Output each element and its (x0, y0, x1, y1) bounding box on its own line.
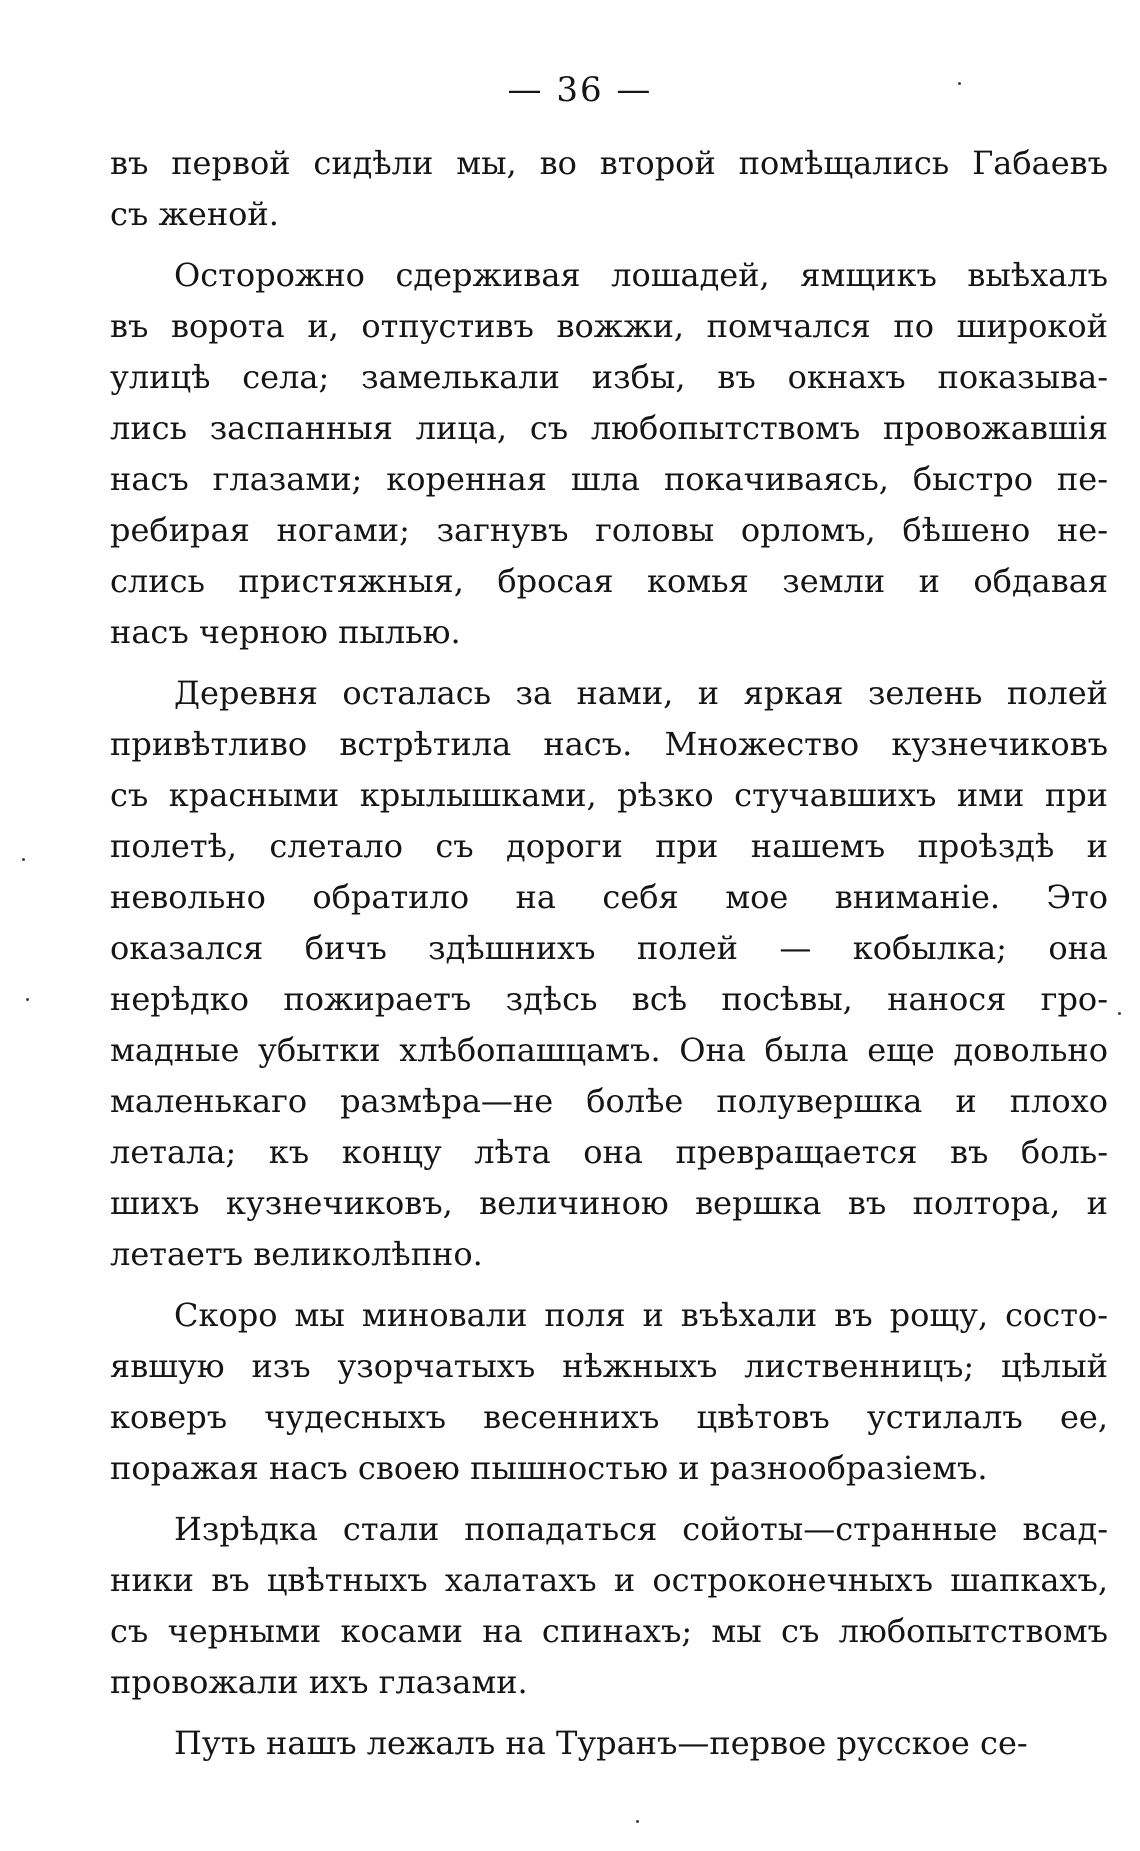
paragraph (110, 1290, 1108, 1494)
page-text (110, 138, 1108, 1769)
text-line: полетѣ, слетало съ дороги при нашемъ проѣздѣ и (110, 827, 1108, 865)
text-line: Изрѣдка стали попадаться сойоты—странные всад- (174, 1510, 1108, 1548)
paragraph (110, 1718, 1108, 1769)
print-speck (22, 858, 25, 861)
text-line: Деревня осталась за нами, и яркая зелень полей (174, 674, 1108, 712)
text-line: слись пристяжныя, бросая комья земли и обдавая (110, 562, 1108, 600)
text-line: провожали ихъ глазами. (110, 1663, 528, 1701)
text-line: явшую изъ узорчатыхъ нѣжныхъ лиственницъ; цѣлый (110, 1347, 1108, 1385)
text-line: летаетъ великолѣпно. (110, 1235, 483, 1273)
text-line: Скоро мы миновали поля и въѣхали въ рощу, состо- (174, 1296, 1108, 1334)
paragraph-gap (110, 240, 1108, 250)
text-line: летала; къ концу лѣта она превращается въ боль- (110, 1133, 1108, 1171)
paragraph (110, 1504, 1108, 1708)
print-speck (1118, 1012, 1121, 1015)
paragraph-gap (110, 1708, 1108, 1718)
text-line: въ ворота и, отпустивъ вожжи, помчался по широкой (110, 307, 1108, 345)
paragraph (110, 250, 1108, 658)
page-number: — 36 — (507, 70, 653, 110)
text-line: лись заспанныя лица, съ любопытствомъ провожавшія (110, 409, 1108, 447)
paragraph-gap (110, 658, 1108, 668)
text-line: Путь нашъ лежалъ на Туранъ—первое русское се- (174, 1724, 1028, 1762)
paragraph (110, 138, 1108, 240)
text-line: мадные убытки хлѣбопашцамъ. Она была еще довольно (110, 1031, 1108, 1069)
text-line: привѣтливо встрѣтила насъ. Множество кузнечиковъ (110, 725, 1108, 763)
text-line: въ первой сидѣли мы, во второй помѣщались Габаевъ (110, 144, 1108, 182)
text-line: коверъ чудесныхъ весеннихъ цвѣтовъ устилалъ ее, (110, 1398, 1108, 1436)
text-line: насъ черною пылью. (110, 613, 461, 651)
text-line: ники въ цвѣтныхъ халатахъ и остроконечныхъ шапкахъ, (110, 1561, 1108, 1599)
text-line: съ женой. (110, 195, 279, 233)
text-line: шихъ кузнечиковъ, величиною вершка въ полтора, и (110, 1184, 1108, 1222)
text-line: съ красными крылышками, рѣзко стучавшихъ ими при (110, 776, 1108, 814)
text-line: улицѣ села; замелькали избы, въ окнахъ показыва- (110, 358, 1108, 396)
text-line: съ черными косами на спинахъ; мы съ любопытствомъ (110, 1612, 1108, 1650)
text-line: поражая насъ своею пышностью и разнообразіемъ. (110, 1449, 988, 1487)
paragraph (110, 668, 1108, 1280)
paragraph-gap (110, 1494, 1108, 1504)
text-line: маленькаго размѣра—не болѣе полувершка и плохо (110, 1082, 1108, 1120)
text-line: ребирая ногами; загнувъ головы орломъ, бѣшено не- (110, 511, 1108, 549)
text-line: оказался бичъ здѣшнихъ полей — кобылка; она (110, 929, 1108, 967)
text-line: насъ глазами; коренная шла покачиваясь, быстро пе- (110, 460, 1108, 498)
text-line: невольно обратило на себя мое вниманіе. Это (110, 878, 1108, 916)
text-line: нерѣдко пожираетъ здѣсь всѣ посѣвы, нанося гро- (110, 980, 1108, 1018)
text-line: Осторожно сдерживая лошадей, ямщикъ выѣхалъ (174, 256, 1108, 294)
print-speck (636, 1820, 639, 1823)
print-speck (26, 998, 29, 1001)
print-speck (958, 82, 961, 85)
paragraph-gap (110, 1280, 1108, 1290)
